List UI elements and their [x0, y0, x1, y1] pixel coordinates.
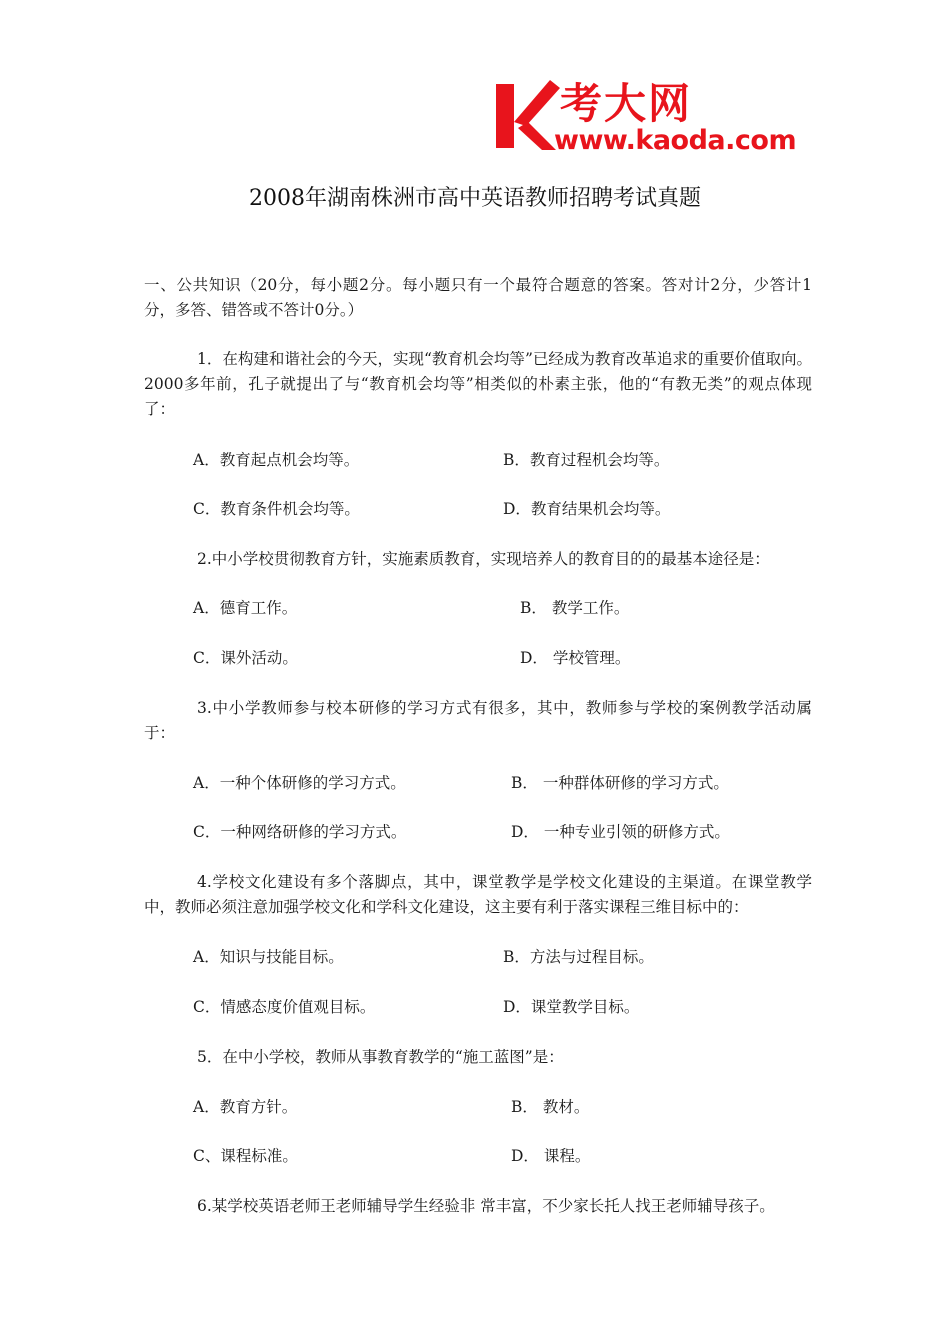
question-1: 1．在构建和谐社会的今天，实现“教育机会均等”已经成为教育改革追求的重要价值取向。2000多年前，孔子就提出了与“教育机会均等”相类似的朴素主张，他的“有教无类”的观点体现了：: [144, 350, 812, 418]
question-1-option-b: B．教育过程机会均等。: [503, 451, 670, 469]
question-1-option-c: C．教育条件机会均等。: [193, 500, 360, 518]
logo-chinese-text: 考大网: [560, 79, 693, 128]
question-6: 6.某学校英语老师王老师辅导学生经验非 常丰富，不少家长托人找王老师辅导孩子。: [197, 1197, 775, 1215]
document-title: 2008年湖南株洲市高中英语教师招聘考试真题: [249, 186, 701, 211]
kaoda-logo: [492, 78, 812, 162]
logo-url-text: www.kaoda.com: [554, 125, 797, 156]
question-3-option-a: A．一种个体研修的学习方式。: [193, 774, 406, 792]
question-4-option-a: A．知识与技能目标。: [193, 948, 344, 966]
question-4: 4.学校文化建设有多个落脚点，其中，课堂教学是学校文化建设的主渠道。在课堂教学中，教师必须注意加强学校文化和学科文化建设，这主要有利于落实课程三维目标中的：: [144, 873, 812, 916]
question-2: 2.中小学校贯彻教育方针，实施素质教育，实现培养人的教育目的的最基本途径是：: [197, 550, 770, 568]
question-4-option-c: C．情感态度价值观目标。: [193, 998, 376, 1016]
question-3-option-d: D． 一种专业引领的研修方式。: [511, 823, 730, 841]
question-1-option-d: D．教育结果机会均等。: [503, 500, 671, 518]
question-5: 5．在中小学校，教师从事教育教学的“施工蓝图”是：: [197, 1048, 564, 1066]
question-4-option-b: B．方法与过程目标。: [503, 948, 654, 966]
question-3: 3.中小学教师参与校本研修的学习方式有很多，其中，教师参与学校的案例教学活动属于：: [144, 699, 812, 742]
question-4-option-d: D．课堂教学目标。: [503, 998, 640, 1016]
question-5-option-b: B． 教材。: [511, 1098, 590, 1116]
question-3-option-c: C．一种网络研修的学习方式。: [193, 823, 407, 841]
k-logo-icon: [492, 78, 562, 154]
question-5-option-d: D． 课程。: [511, 1147, 591, 1165]
question-2-option-a: A．德育工作。: [193, 599, 298, 617]
question-5-option-a: A．教育方针。: [193, 1098, 298, 1116]
question-1-option-a: A．教育起点机会均等。: [193, 451, 360, 469]
question-2-option-b: B． 教学工作。: [520, 599, 630, 617]
question-2-option-c: C．课外活动。: [193, 649, 298, 667]
question-2-option-d: D． 学校管理。: [520, 649, 631, 667]
question-3-option-b: B． 一种群体研修的学习方式。: [511, 774, 729, 792]
section-heading: 一、公共知识（20分，每小题2分。每小题只有一个最符合题意的答案。答对计2分，少答计1分，多答、错答或不答计0分。）: [144, 276, 812, 319]
question-5-option-c: C、课程标准。: [193, 1147, 298, 1165]
